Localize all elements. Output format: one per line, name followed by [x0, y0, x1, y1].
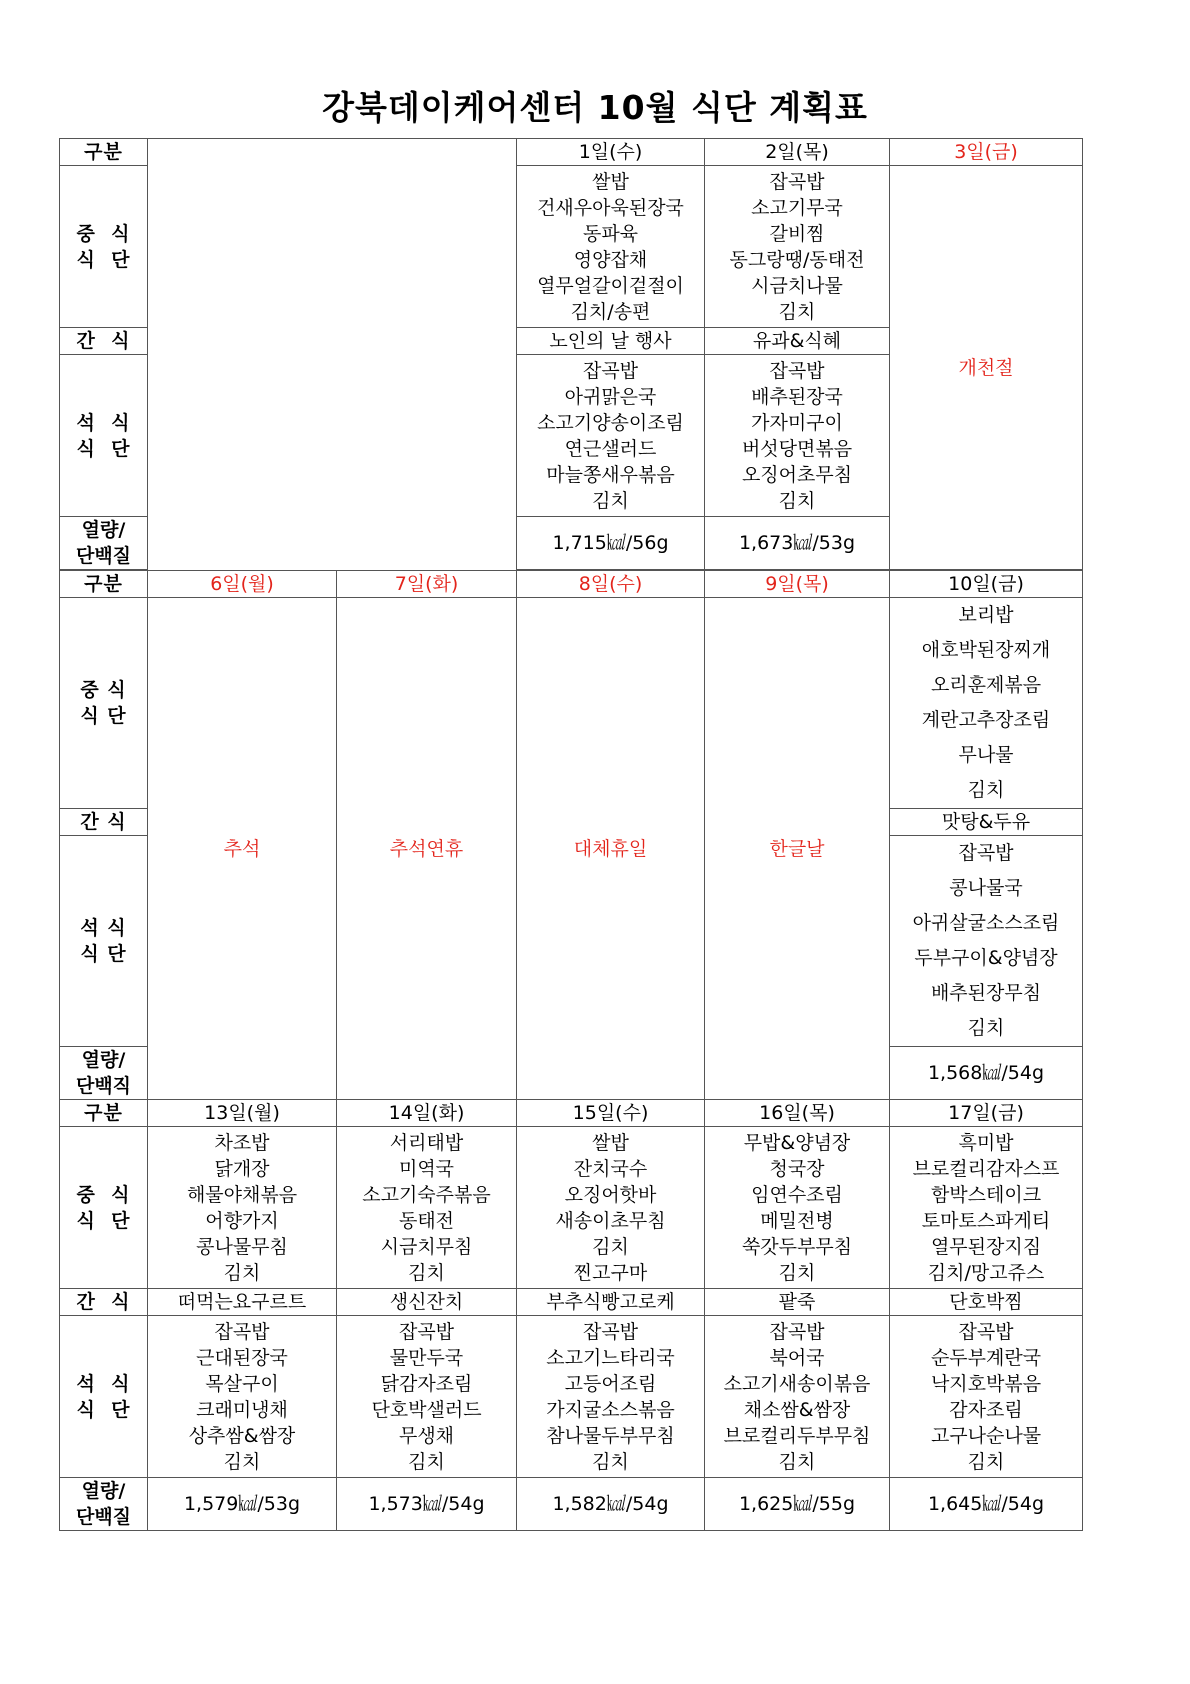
menu-item: 오징어핫바 — [564, 1183, 657, 1206]
label-line: 식 단 — [76, 1209, 131, 1232]
label-line: 열량/ — [81, 1049, 126, 1071]
week2-holiday-cell: 한글날 — [705, 598, 890, 1100]
menu-item: 미역국 — [398, 1157, 455, 1180]
menu-item: 상추쌈&쌈장 — [188, 1424, 296, 1447]
menu-item: 참나물두부무침 — [546, 1424, 675, 1447]
label-line: 중 식 — [76, 1183, 131, 1206]
week3-day-3: 15일(수) — [517, 1100, 705, 1127]
nutrition-label — [60, 1478, 148, 1531]
week1-lunch-cell — [517, 166, 705, 328]
snack-label: 간 식 — [60, 328, 148, 355]
week3-dinner-cell — [517, 1316, 705, 1478]
menu-item: 해물야채볶음 — [186, 1183, 298, 1206]
week3-dinner-cell — [337, 1316, 517, 1478]
week3-nutrition-cell: 1,625㎉/55g — [705, 1478, 890, 1531]
week1-day-1: 1일(수) — [517, 139, 705, 166]
week3-lunch-row — [60, 1127, 1083, 1289]
menu-item: 보리밥 — [958, 604, 1014, 626]
menu-item: 콩나물무침 — [196, 1235, 288, 1258]
week3-dinner-cell — [148, 1316, 337, 1478]
menu-item: 잡곡밥 — [769, 1320, 825, 1343]
label-line: 석 식 — [76, 1372, 131, 1395]
week3-snack-cell: 떠먹는요구르트 — [148, 1289, 337, 1316]
label-line: 열량/ — [81, 1480, 126, 1502]
week3-lunch-cell — [337, 1127, 517, 1289]
menu-item: 김치/망고쥬스 — [927, 1261, 1045, 1284]
label-line: 식 단 — [80, 705, 127, 727]
week3-dinner-cell — [890, 1316, 1083, 1478]
week3-lunch-cell — [705, 1127, 890, 1289]
menu-item: 콩나물국 — [949, 877, 1023, 899]
menu-item: 김치 — [408, 1450, 445, 1473]
lunch-label — [60, 1127, 148, 1289]
menu-item: 김치 — [967, 779, 1005, 801]
menu-item: 서리태밥 — [389, 1131, 464, 1154]
week2-holiday-cell: 추석연휴 — [337, 598, 517, 1100]
menu-item: 소고기새송이볶음 — [723, 1372, 871, 1395]
page-title: 강북데이케어센터 10월 식단 계획표 — [322, 88, 868, 127]
menu-item: 잡곡밥 — [582, 359, 639, 382]
menu-item: 무밥&양념장 — [743, 1131, 851, 1154]
week3-header-row — [60, 1100, 1083, 1127]
menu-item: 근대된장국 — [196, 1346, 288, 1369]
week3-day-2: 14일(화) — [337, 1100, 517, 1127]
dinner-label — [60, 1316, 148, 1478]
week2-day-3: 8일(수) — [517, 571, 705, 598]
week3-day-4: 16일(목) — [705, 1100, 890, 1127]
menu-item: 북어국 — [769, 1346, 825, 1369]
holiday-text: 개천절 — [958, 356, 1014, 379]
menu-item: 가자미구이 — [751, 411, 843, 434]
label-line: 단백직 — [75, 1075, 132, 1097]
menu-item: 열무얼갈이겉절이 — [537, 274, 684, 297]
menu-item: 오징어초무침 — [741, 463, 853, 486]
menu-item: 김치 — [592, 1450, 629, 1473]
gubun-label: 구분 — [60, 571, 148, 598]
week1-dinner-cell — [705, 355, 890, 517]
week1-nutrition-cell: 1,673㎉/53g — [705, 517, 890, 570]
menu-item: 차조밥 — [214, 1131, 270, 1154]
menu-item: 영양잡채 — [573, 248, 648, 271]
gubun-label: 구분 — [60, 1100, 148, 1127]
week1-snack-cell: 노인의 날 행사 — [517, 328, 705, 355]
week2-header-row — [60, 571, 1083, 598]
week1-holiday-cell — [890, 166, 1083, 570]
week3-nutrition-cell: 1,573㎉/54g — [337, 1478, 517, 1531]
week3-snack-cell: 팥죽 — [705, 1289, 890, 1316]
week2-day-5: 10일(금) — [890, 571, 1083, 598]
menu-item: 토마토스파게티 — [921, 1209, 1051, 1232]
menu-item: 잡곡밥 — [769, 359, 825, 382]
menu-item: 김치 — [223, 1450, 261, 1473]
label-line: 단백질 — [75, 1506, 132, 1528]
week3-lunch-cell — [517, 1127, 705, 1289]
lunch-label — [60, 166, 148, 328]
menu-item: 김치 — [223, 1261, 261, 1284]
menu-item: 잡곡밥 — [769, 170, 825, 193]
menu-item: 쌀밥 — [592, 170, 629, 193]
week1-blank-cell — [148, 139, 517, 571]
nutrition-label — [60, 1047, 148, 1100]
menu-item: 소고기양송이조림 — [537, 411, 684, 434]
week2-day-2: 7일(화) — [337, 571, 517, 598]
menu-item: 김치 — [778, 300, 816, 323]
menu-item: 닭감자조림 — [380, 1372, 473, 1395]
label-line: 중 식 — [80, 679, 127, 701]
menu-item: 애호박된장찌개 — [921, 639, 1051, 661]
menu-item: 김치 — [408, 1261, 445, 1284]
week3-nutrition-cell: 1,582㎉/54g — [517, 1478, 705, 1531]
menu-item: 찐고구마 — [573, 1261, 648, 1284]
week1-snack-cell: 유과&식혜 — [705, 328, 890, 355]
menu-item: 잡곡밥 — [958, 842, 1014, 864]
menu-item: 채소쌈&쌈장 — [743, 1398, 851, 1421]
menu-item: 물만두국 — [389, 1346, 464, 1369]
menu-item: 크래미냉채 — [196, 1398, 288, 1421]
menu-item: 김치 — [778, 1261, 816, 1284]
menu-item: 아귀맑은국 — [564, 385, 657, 408]
week1-lunch-cell — [705, 166, 890, 328]
menu-item: 김치/송편 — [570, 300, 651, 323]
label-line: 중 식 — [76, 222, 131, 245]
menu-item: 마늘쫑새우볶음 — [546, 463, 675, 486]
week2-day-1: 6일(월) — [148, 571, 337, 598]
menu-item: 시금치무침 — [380, 1235, 473, 1258]
menu-item: 브로컬리감자스프 — [912, 1157, 1060, 1180]
label-line: 석 식 — [80, 917, 127, 939]
menu-item: 소고기숙주볶음 — [362, 1183, 491, 1206]
label-line: 단백질 — [75, 545, 132, 567]
menu-item: 낙지호박볶음 — [930, 1372, 1042, 1395]
week3-nutrition-cell: 1,645㎉/54g — [890, 1478, 1083, 1531]
menu-item: 열무된장지짐 — [930, 1235, 1042, 1258]
menu-item: 목살구이 — [205, 1372, 279, 1395]
menu-item: 브로컬리두부무침 — [723, 1424, 871, 1447]
menu-item: 잡곡밥 — [958, 1320, 1014, 1343]
week2-holiday-cell: 추석 — [148, 598, 337, 1100]
menu-item: 고구나순나물 — [930, 1424, 1042, 1447]
week1-day-3: 3일(금) — [890, 139, 1083, 166]
lunch-label — [60, 598, 148, 809]
menu-item: 두부구이&양념장 — [914, 947, 1058, 969]
week3-dinner-row — [60, 1316, 1083, 1478]
menu-item: 김치 — [592, 489, 629, 512]
menu-item: 소고기느타리국 — [546, 1346, 675, 1369]
label-line: 석 식 — [76, 411, 131, 434]
week2-snack-cell: 맛탕&두유 — [890, 809, 1083, 836]
snack-label: 간 식 — [60, 1289, 148, 1316]
week1-nutrition-cell: 1,715㎉/56g — [517, 517, 705, 570]
week3-lunch-cell — [148, 1127, 337, 1289]
menu-item: 잡곡밥 — [398, 1320, 455, 1343]
nutrition-label — [60, 517, 148, 570]
menu-item: 건새우아욱된장국 — [537, 196, 684, 219]
menu-item: 어향가지 — [205, 1209, 279, 1232]
week3-snack-cell: 단호박찜 — [890, 1289, 1083, 1316]
week3-snack-row — [60, 1289, 1083, 1316]
menu-item: 무생채 — [398, 1424, 455, 1447]
menu-item: 동파육 — [582, 222, 639, 245]
menu-item: 닭개장 — [214, 1157, 270, 1180]
menu-item: 가지굴소스볶음 — [546, 1398, 675, 1421]
dinner-label — [60, 836, 148, 1047]
menu-item: 동그랑땡/동태전 — [729, 248, 865, 271]
menu-item: 잡곡밥 — [582, 1320, 639, 1343]
menu-item: 동태전 — [398, 1209, 455, 1232]
menu-item: 아귀살굴소스조림 — [912, 912, 1060, 934]
menu-item: 고등어조림 — [564, 1372, 657, 1395]
menu-item: 메밀전병 — [760, 1209, 834, 1232]
meal-plan-table — [59, 138, 1083, 1531]
week3-nutrition-row — [60, 1478, 1083, 1531]
menu-item: 소고기무국 — [751, 196, 843, 219]
menu-item: 김치 — [778, 1450, 816, 1473]
menu-item: 새송이초무침 — [555, 1209, 666, 1232]
menu-item: 김치 — [592, 1235, 629, 1258]
week2-holiday-cell: 대체휴일 — [517, 598, 705, 1100]
label-line: 식 단 — [76, 437, 131, 460]
week1-day-2: 2일(목) — [705, 139, 890, 166]
menu-item: 흑미밥 — [958, 1131, 1014, 1154]
week1-header-row — [60, 139, 1083, 166]
menu-item: 잡곡밥 — [214, 1320, 270, 1343]
menu-item: 김치 — [967, 1017, 1005, 1039]
menu-item: 연근샐러드 — [564, 437, 657, 460]
week3-dinner-cell — [705, 1316, 890, 1478]
week2-lunch-cell — [890, 598, 1083, 809]
label-line: 식 단 — [76, 248, 131, 271]
menu-item: 순두부계란국 — [930, 1346, 1042, 1369]
menu-item: 버섯당면볶음 — [741, 437, 853, 460]
menu-item: 갈비찜 — [769, 222, 825, 245]
menu-item: 김치 — [778, 489, 816, 512]
menu-item: 청국장 — [769, 1157, 825, 1180]
label-line: 식 단 — [80, 943, 127, 965]
menu-item: 배추된장국 — [751, 385, 843, 408]
menu-item: 배추된장무침 — [930, 982, 1042, 1004]
week2-day-4: 9일(목) — [705, 571, 890, 598]
menu-item: 쌀밥 — [592, 1131, 629, 1154]
menu-item: 쑥갓두부무침 — [741, 1235, 853, 1258]
snack-label: 간 식 — [60, 809, 148, 836]
week2-dinner-cell — [890, 836, 1083, 1047]
week2-nutrition-cell: 1,568㎉/54g — [890, 1047, 1083, 1100]
week3-lunch-cell — [890, 1127, 1083, 1289]
week3-day-1: 13일(월) — [148, 1100, 337, 1127]
week3-nutrition-cell: 1,579㎉/53g — [148, 1478, 337, 1531]
menu-item: 김치 — [967, 1450, 1005, 1473]
menu-item: 잔치국수 — [573, 1157, 648, 1180]
label-line: 식 단 — [76, 1398, 131, 1421]
menu-item: 무나물 — [958, 744, 1014, 766]
week3-snack-cell: 생신잔치 — [337, 1289, 517, 1316]
week3-snack-cell: 부추식빵고로케 — [517, 1289, 705, 1316]
gubun-label: 구분 — [60, 139, 148, 166]
label-line: 열량/ — [81, 519, 126, 541]
menu-item: 오리훈제볶음 — [930, 674, 1042, 696]
menu-item: 단호박샐러드 — [371, 1398, 482, 1421]
week2-lunch-row — [60, 598, 1083, 809]
menu-item: 시금치나물 — [751, 274, 843, 297]
dinner-label — [60, 355, 148, 517]
menu-item: 계란고추장조림 — [921, 709, 1051, 731]
menu-item: 임연수조림 — [751, 1183, 843, 1206]
menu-item: 함박스테이크 — [930, 1183, 1042, 1206]
menu-item: 감자조림 — [949, 1398, 1023, 1421]
week1-dinner-cell — [517, 355, 705, 517]
week3-day-5: 17일(금) — [890, 1100, 1083, 1127]
